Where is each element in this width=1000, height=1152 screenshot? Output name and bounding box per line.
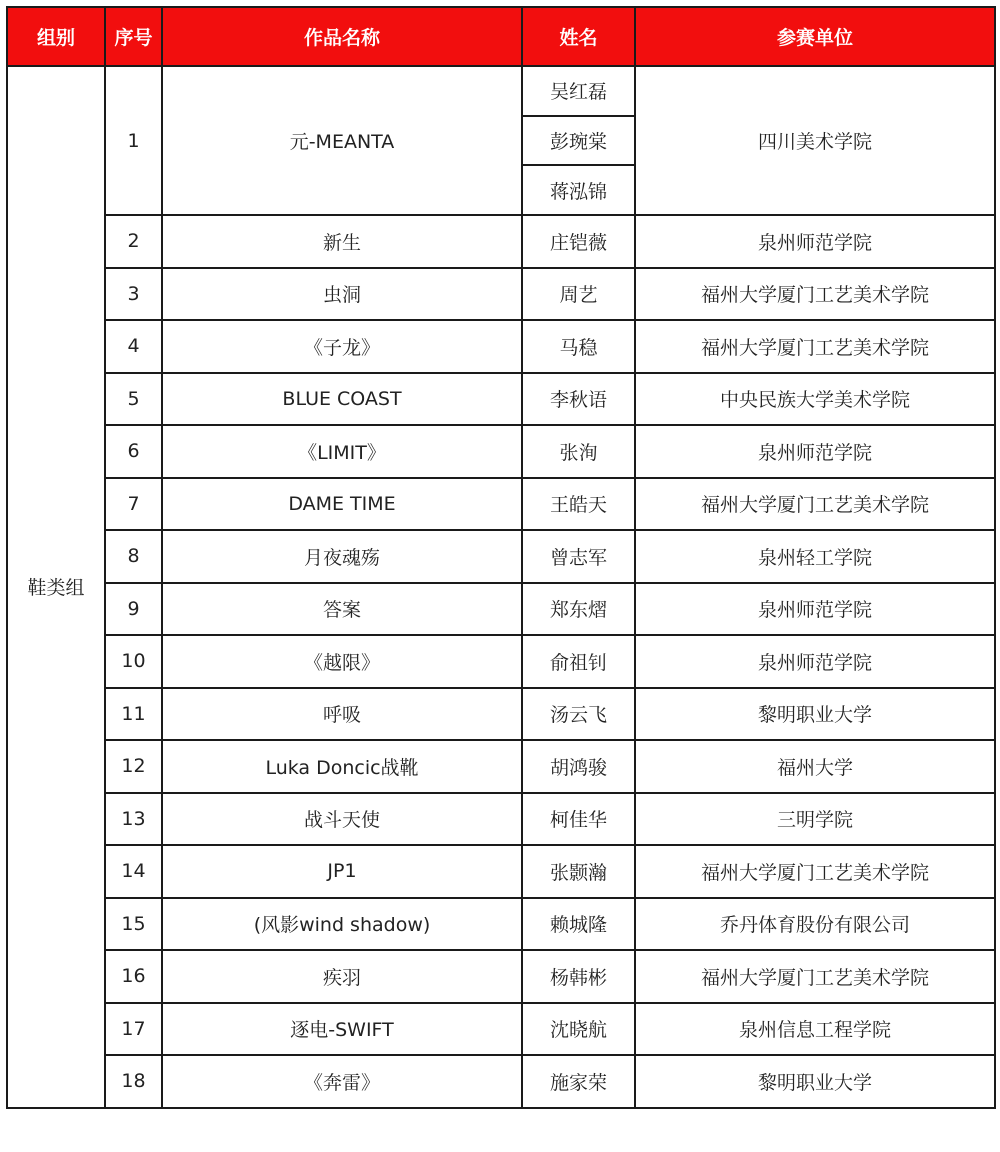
table-row	[7, 898, 995, 951]
cell-no: 2	[105, 215, 162, 268]
cell-unit: 三明学院	[635, 793, 995, 846]
cell-no: 6	[105, 425, 162, 478]
cell-unit: 四川美术学院	[635, 66, 995, 215]
cell-name: 庄铠薇	[522, 215, 635, 268]
cell-no: 10	[105, 635, 162, 688]
table-row	[7, 320, 995, 373]
cell-name: 柯佳华	[522, 793, 635, 846]
cell-work: JP1	[162, 845, 522, 898]
cell-work: 逐电-SWIFT	[162, 1003, 522, 1056]
cell-name: 俞祖钊	[522, 635, 635, 688]
table-row	[7, 1003, 995, 1056]
cell-name: 杨韩彬	[522, 950, 635, 1003]
cell-work: (风影wind shadow)	[162, 898, 522, 951]
table-row	[7, 66, 995, 116]
cell-work: 月夜魂殇	[162, 530, 522, 583]
table-row	[7, 845, 995, 898]
cell-unit: 福州大学厦门工艺美术学院	[635, 320, 995, 373]
cell-no: 14	[105, 845, 162, 898]
cell-work: 呼吸	[162, 688, 522, 741]
cell-no: 1	[105, 66, 162, 215]
cell-unit: 福州大学厦门工艺美术学院	[635, 268, 995, 321]
header-work: 作品名称	[162, 7, 522, 66]
cell-no: 8	[105, 530, 162, 583]
header-name: 姓名	[522, 7, 635, 66]
cell-work: 战斗天使	[162, 793, 522, 846]
header-group: 组别	[7, 7, 105, 66]
table-row	[7, 425, 995, 478]
cell-unit: 中央民族大学美术学院	[635, 373, 995, 426]
cell-work: Luka Doncic战靴	[162, 740, 522, 793]
table-row	[7, 688, 995, 741]
table-row	[7, 478, 995, 531]
results-table-wrapper	[6, 6, 994, 1146]
cell-name: 赖城隆	[522, 898, 635, 951]
cell-no: 9	[105, 583, 162, 636]
cell-no: 16	[105, 950, 162, 1003]
cell-unit: 福州大学厦门工艺美术学院	[635, 845, 995, 898]
header-no: 序号	[105, 7, 162, 66]
cell-work: 《LIMIT》	[162, 425, 522, 478]
cell-name: 张颢瀚	[522, 845, 635, 898]
cell-name: 胡鸿骏	[522, 740, 635, 793]
table-row	[7, 215, 995, 268]
cell-name: 周艺	[522, 268, 635, 321]
table-row	[7, 530, 995, 583]
cell-unit: 福州大学厦门工艺美术学院	[635, 950, 995, 1003]
cell-work: 《子龙》	[162, 320, 522, 373]
cell-name: 马稳	[522, 320, 635, 373]
cell-unit: 泉州师范学院	[635, 635, 995, 688]
cell-no: 11	[105, 688, 162, 741]
cell-unit: 黎明职业大学	[635, 1055, 995, 1108]
cell-no: 12	[105, 740, 162, 793]
cell-no: 5	[105, 373, 162, 426]
header-row	[7, 7, 995, 66]
table-row	[7, 740, 995, 793]
results-table	[6, 6, 996, 1109]
cell-no: 7	[105, 478, 162, 531]
cell-work: 疾羽	[162, 950, 522, 1003]
cell-name: 汤云飞	[522, 688, 635, 741]
cell-unit: 泉州师范学院	[635, 215, 995, 268]
table-row	[7, 635, 995, 688]
cell-work: 元-MEANTA	[162, 66, 522, 215]
cell-name: 彭琬棠	[522, 116, 635, 166]
cell-work: 答案	[162, 583, 522, 636]
cell-unit: 乔丹体育股份有限公司	[635, 898, 995, 951]
cell-unit: 福州大学	[635, 740, 995, 793]
cell-no: 15	[105, 898, 162, 951]
cell-work: 新生	[162, 215, 522, 268]
table-row	[7, 793, 995, 846]
cell-name: 郑东熠	[522, 583, 635, 636]
cell-name: 沈晓航	[522, 1003, 635, 1056]
cell-name: 吴红磊	[522, 66, 635, 116]
cell-unit: 黎明职业大学	[635, 688, 995, 741]
cell-no: 4	[105, 320, 162, 373]
table-row	[7, 1055, 995, 1108]
header-unit: 参赛单位	[635, 7, 995, 66]
cell-name: 张洵	[522, 425, 635, 478]
cell-no: 13	[105, 793, 162, 846]
cell-no: 3	[105, 268, 162, 321]
table-row	[7, 583, 995, 636]
cell-name: 蒋泓锦	[522, 165, 635, 215]
cell-no: 17	[105, 1003, 162, 1056]
cell-unit: 福州大学厦门工艺美术学院	[635, 478, 995, 531]
cell-work: 虫洞	[162, 268, 522, 321]
table-row	[7, 268, 995, 321]
table-row	[7, 373, 995, 426]
cell-work: 《越限》	[162, 635, 522, 688]
cell-no: 18	[105, 1055, 162, 1108]
cell-unit: 泉州师范学院	[635, 425, 995, 478]
cell-name: 王皓天	[522, 478, 635, 531]
cell-name: 曾志军	[522, 530, 635, 583]
cell-work: DAME TIME	[162, 478, 522, 531]
group-cell: 鞋类组	[7, 66, 105, 1108]
cell-name: 李秋语	[522, 373, 635, 426]
cell-work: 《奔雷》	[162, 1055, 522, 1108]
cell-work: BLUE COAST	[162, 373, 522, 426]
cell-unit: 泉州师范学院	[635, 583, 995, 636]
cell-unit: 泉州信息工程学院	[635, 1003, 995, 1056]
cell-name: 施家荣	[522, 1055, 635, 1108]
cell-unit: 泉州轻工学院	[635, 530, 995, 583]
table-row	[7, 950, 995, 1003]
